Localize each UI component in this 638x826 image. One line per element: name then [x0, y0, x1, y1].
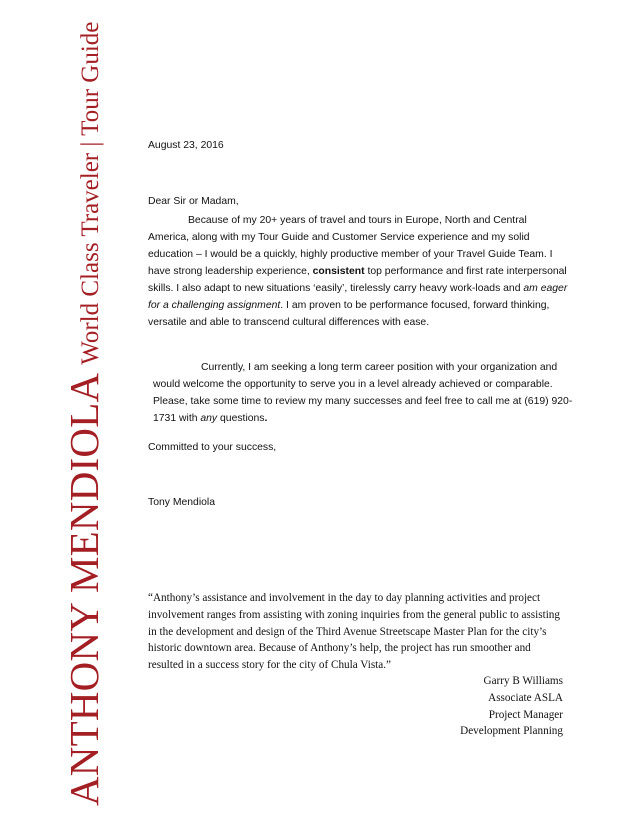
letter-salutation: Dear Sir or Madam,	[148, 196, 239, 207]
testimonial-author-title-1: Associate ASLA	[488, 691, 563, 704]
testimonial-author-name: Garry B Williams	[483, 675, 563, 687]
letter-closing: Committed to your success,	[148, 442, 277, 453]
para2-bold-period: .	[264, 413, 268, 424]
letter-paragraph-2	[153, 359, 573, 427]
author-name: ANTHONY MENDIOLA	[61, 372, 107, 806]
para1-bold-consistent: consistent	[312, 266, 365, 277]
testimonial-quote: “Anthony’s assistance and involvement in the day to day planning activities and project involvement ranges from assisting with zoning inquiries from the general public to assisting in the development and design of the Third Avenue Streetscape Master Plan for the city’s historic downtown area. Because of Anthony’s help, the project has run smoother and resulted in a success story for the city of Chula Vista.”	[148, 592, 560, 672]
testimonial-author-title-2: Project Manager	[488, 708, 563, 721]
para2-text-2: questions	[217, 413, 265, 424]
sidebar-header	[60, 22, 108, 806]
para1-text-3: . I am proven to be performance focused, forward thinking, versatile and able to transcend cultural differences with ease.	[148, 300, 550, 328]
para1-text-1: Because of my 20+ years of travel and tours in Europe, North and Central America, along with my Tour Guide and Customer Service experience and my solid education – I would be a quickly, highly productive member of your Travel Guide Team. I have strong leadership experience,	[148, 215, 553, 277]
para1-italic-eager: am eager for a challenging assignment	[148, 283, 568, 311]
testimonial-author-department: Development Planning	[460, 725, 563, 738]
para1-text-2: top performance and first rate interpersonal skills. I also adapt to new situations ‘easily’, tirelessly carry heavy work-loads and	[148, 266, 567, 294]
para2-italic-any: any	[200, 413, 218, 424]
letter-paragraph-1	[148, 212, 568, 331]
para2-text-1: Currently, I am seeking a long term career position with your organization and would welcome the opportunity to serve you in a level already achieved or comparable. Please, take some time to review my many successes and feel free to call me at (619) 920-1731 with	[153, 362, 573, 424]
letter-signature-name: Tony Mendiola	[148, 497, 216, 508]
letter-date: August 23, 2016	[148, 140, 224, 151]
author-tagline: World Class Traveler | Tour Guide	[77, 21, 104, 365]
testimonial-attribution	[460, 673, 563, 740]
